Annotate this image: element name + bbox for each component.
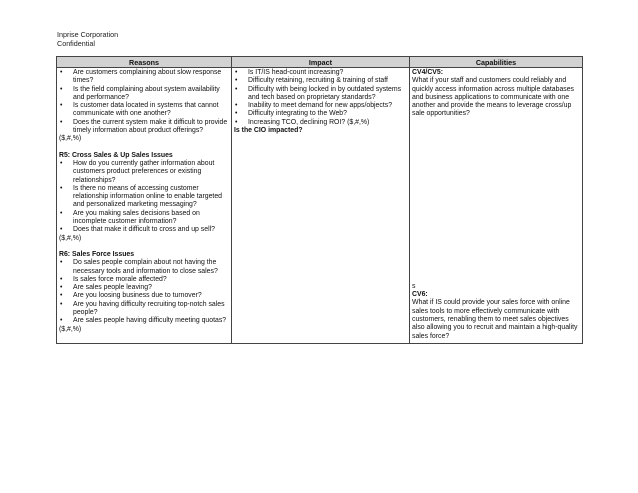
confidential-label: Confidential [57, 39, 95, 48]
cv4-cv5-text: What if your staff and customers could reliably and quickly access information across multiple databases and business applications to communicate with one another and provide the means to leverage cross/up sale opportunities? [412, 77, 575, 118]
list-item: • Is customer data located in systems that cannot communicate with one another? [59, 102, 229, 119]
cv4-cv5-title: CV4/CV5: [412, 69, 444, 76]
list-item: • Are sales people leaving? [59, 284, 229, 292]
list-item: • Increasing TCO, declining ROI? ($,#,%) [234, 119, 407, 127]
r6-footer: ($,#,%) [59, 325, 82, 333]
sales-analysis-table [56, 56, 583, 344]
column-header-impact: Impact [232, 57, 410, 68]
r5-list [59, 160, 229, 235]
r5-footer: ($,#,%) [59, 234, 82, 242]
list-item: • Is sales force morale affected? [59, 276, 229, 284]
column-header-reasons: Reasons [57, 57, 232, 68]
list-item: • Difficulty with being locked in by outdated systems and tech based on proprietary standards? [234, 86, 407, 103]
list-item: • Difficulty integrating to the Web? [234, 110, 407, 118]
reasons-cell [57, 68, 232, 344]
r5-section-title: R5: Cross Sales & Up Sales Issues [59, 151, 173, 159]
list-item: • Is the field complaining about system availability and performance? [59, 86, 229, 103]
document-header [57, 30, 118, 48]
list-item: • Are customers complaining about slow response times? [59, 69, 229, 86]
capabilities-cell [410, 68, 583, 344]
list-item: • Are you having difficulty recruiting top-notch sales people? [59, 301, 229, 318]
list-item: • Is IT/IS head-count increasing? [234, 69, 407, 77]
impact-list [234, 69, 407, 127]
impact-cell [232, 68, 410, 344]
list-item: • Difficulty retaining, recruiting & training of staff [234, 77, 407, 85]
list-item: • Is there no means of accessing customer relationship information online to enable targeted and personalized marketing messaging? [59, 185, 229, 210]
r6-list [59, 259, 229, 325]
table-header-row [57, 57, 583, 68]
company-name: Inprise Corporation [57, 30, 119, 39]
cio-impact-question: Is the CIO impacted? [234, 127, 303, 135]
list-item: • Do sales people complain about not having the necessary tools and information to close sales? [59, 259, 229, 276]
r6-section-title: R6: Sales Force Issues [59, 250, 135, 258]
table-row [57, 68, 583, 344]
cv6-title: CV6: [412, 291, 428, 299]
list-item: • Are you loosing business due to turnover? [59, 292, 229, 300]
list-item: • Does that make it difficult to cross and up sell? [59, 226, 229, 234]
column-header-capabilities: Capabilities [410, 57, 583, 68]
list-item: • Are you making sales decisions based on incomplete customer information? [59, 210, 229, 227]
stray-character: s [412, 282, 416, 290]
list-item: • How do you currently gather information about customers product preferences or existing relationships? [59, 160, 229, 185]
list-item: • Are sales people having difficulty meeting quotas? [59, 317, 229, 325]
list-item: • Does the current system make it difficult to provide timely information about product offerings? [59, 119, 229, 136]
reasons-intro-footer: ($,#,%) [59, 135, 82, 143]
reasons-intro-list [59, 69, 229, 135]
list-item: • Inability to meet demand for new apps/objects? [234, 102, 407, 110]
cv6-text: What if IS could provide your sales force with online sales tools to more effectively communicate with customers, renabling them to meet sales objectives also allowing you to recruit and maintain a high-quality sales force? [412, 299, 578, 340]
